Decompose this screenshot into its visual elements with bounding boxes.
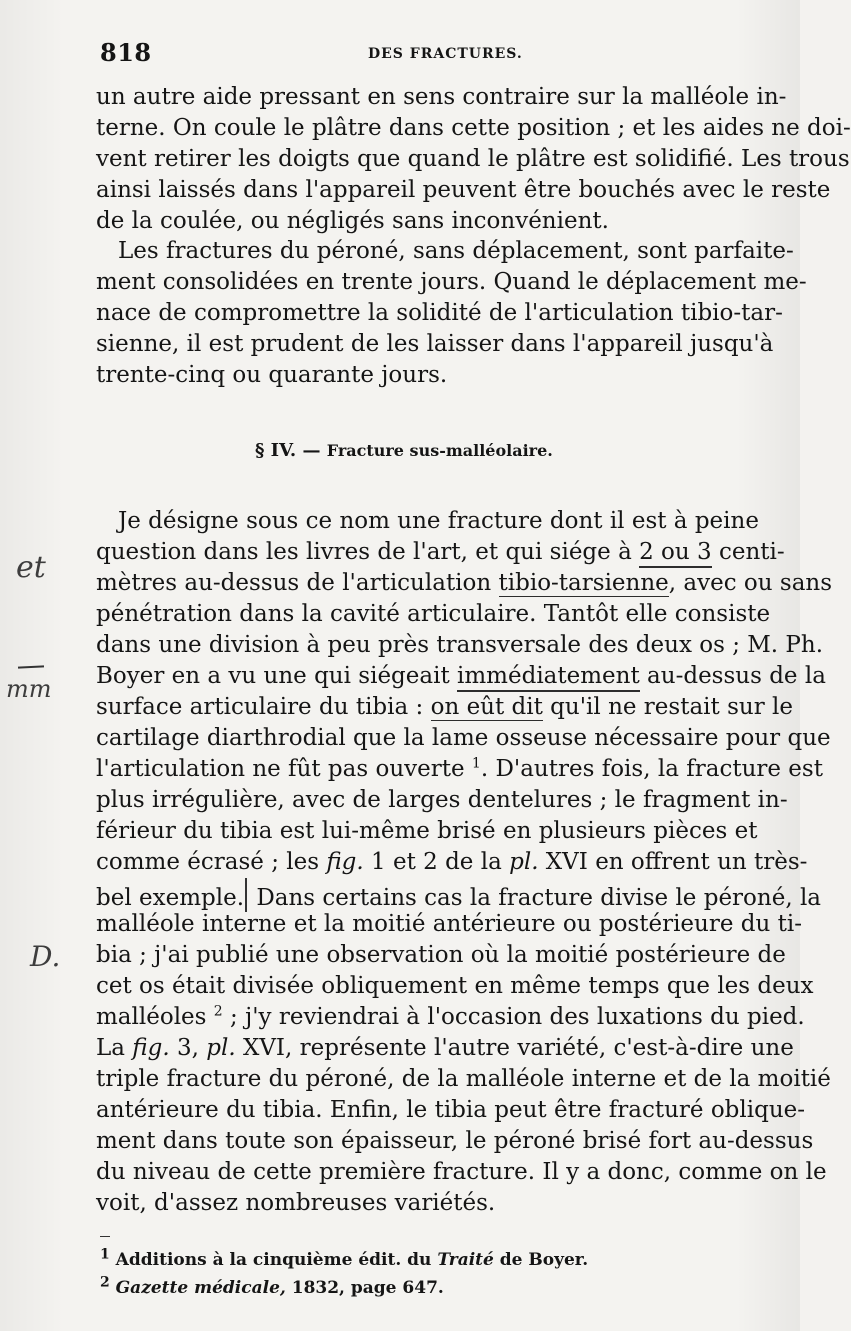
footnote-2 (100, 1274, 620, 1302)
text-line: cet os était divisée obliquement en même temps que les deux (96, 973, 814, 999)
italic-text: Gazette médicale, (109, 1278, 286, 1298)
footnote-separator (100, 1236, 110, 1237)
text-line: vent retirer les doigts que quand le plâtre est solidifié. Les trous (96, 146, 850, 172)
text-line (96, 568, 833, 599)
text-run: 1832, page 647. (285, 1278, 444, 1298)
running-head: DES FRACTURES. (368, 46, 523, 62)
text-run: au-dessus de la (639, 663, 826, 689)
text-run: question dans les livres de l'art, et qui siége à (96, 539, 640, 565)
text-run: malléoles (96, 1004, 214, 1030)
text-line (96, 537, 785, 568)
text-line (96, 1033, 794, 1064)
text-run: de Boyer. (493, 1250, 589, 1270)
section-dash: — (296, 440, 327, 461)
handwritten-mark (245, 878, 247, 912)
section-number: § IV. (255, 440, 297, 461)
text-line: plus irrégulière, avec de larges dentelures ; le fragment in- (96, 787, 788, 813)
footnote-ref: 2 (213, 1003, 223, 1020)
text-run: XVI, représente l'autre variété, c'est-à-dire une (235, 1035, 794, 1061)
text-line: ment consolidées en trente jours. Quand le déplacement me- (96, 269, 807, 295)
text-line: Je désigne sous ce nom une fracture dont il est à peine (118, 508, 759, 534)
text-run: bel exemple. (96, 885, 245, 911)
text-run: mètres au-dessus de l'articulation (96, 570, 499, 596)
text-run: centi- (711, 539, 785, 565)
margin-dash-mark (18, 665, 44, 668)
text-line: sienne, il est prudent de les laisser dans l'appareil jusqu'à (96, 331, 774, 357)
text-run: 1 et 2 de la (363, 849, 510, 875)
paragraph-perone (96, 236, 807, 391)
section-title-text: Fracture sus-malléolaire. (326, 441, 553, 460)
paragraph-fracture (96, 506, 833, 1219)
page-number: 818 (100, 38, 152, 67)
page-header (100, 38, 760, 68)
footnote-number: 2 (100, 1274, 110, 1291)
text-line: terne. On coule le plâtre dans cette position ; et les aides ne doi- (96, 115, 851, 141)
underlined-text: 2 ou 3 (639, 539, 712, 568)
text-line: bia ; j'ai publié une observation où la moitié postérieure de (96, 942, 786, 968)
text-line: nace de compromettre la solidité de l'articulation tibio-tar- (96, 300, 783, 326)
footnote-ref: 1 (471, 755, 481, 772)
italic-text: pl. (509, 849, 539, 875)
text-line (96, 1002, 805, 1033)
text-line: antérieure du tibia. Enfin, le tibia peut être fracturé oblique- (96, 1097, 806, 1123)
footnotes (100, 1246, 620, 1302)
italic-text: pl. (206, 1035, 236, 1061)
text-line: du niveau de cette première fracture. Il y a donc, comme on le (96, 1159, 827, 1185)
text-line (96, 878, 822, 911)
text-line (96, 754, 823, 785)
text-run: ; j'y reviendrai à l'occasion des luxations du pied. (222, 1004, 805, 1030)
footnote-number: 1 (100, 1246, 110, 1263)
text-run: . D'autres fois, la fracture est (480, 756, 823, 782)
text-run: surface articulaire du tibia : (96, 694, 431, 720)
text-line: malléole interne et la moitié antérieure ou postérieure du ti- (96, 911, 802, 937)
underlined-text: tibio-tarsienne (498, 570, 669, 596)
text-line: triple fracture du péroné, de la malléole interne et de la moitié (96, 1066, 831, 1092)
text-line (96, 847, 808, 878)
text-line: un autre aide pressant en sens contraire sur la malléole in- (96, 84, 787, 110)
text-line: de la coulée, ou négligés sans inconvénient. (96, 208, 609, 234)
paragraph-continued (96, 82, 851, 237)
underlined-text: immédiatement (457, 663, 640, 692)
text-line: ainsi laissés dans l'appareil peuvent être bouchés avec le reste (96, 177, 831, 203)
text-run: qu'il ne restait sur le (542, 694, 793, 720)
text-run: comme écrasé ; les (96, 849, 327, 875)
text-run: La (96, 1035, 133, 1061)
text-line: voit, d'assez nombreuses variétés. (96, 1190, 496, 1216)
text-line: ment dans toute son épaisseur, le péroné brisé fort au-dessus (96, 1128, 814, 1154)
italic-text: Traité (437, 1250, 494, 1270)
text-line: dans une division à peu près transversale des deux os ; M. Ph. (96, 632, 824, 658)
text-run: Additions à la cinquième édit. du (109, 1250, 438, 1270)
text-run: Dans certains cas la fracture divise le péroné, la (249, 885, 822, 911)
text-line: férieur du tibia est lui-même brisé en plusieurs pièces et (96, 818, 758, 844)
text-run: Boyer en a vu une qui siégeait (96, 663, 458, 689)
margin-annotation: D. (30, 940, 61, 973)
margin-annotation: et (16, 550, 46, 585)
text-run: l'articulation ne fût pas ouverte (96, 756, 472, 782)
text-run: XVI en offrent un très- (538, 849, 808, 875)
text-line: Les fractures du péroné, sans déplacement, sont parfaite- (118, 238, 794, 264)
text-run: 3, (169, 1035, 207, 1061)
text-line: trente-cinq ou quarante jours. (96, 362, 448, 388)
text-line: pénétration dans la cavité articulaire. Tantôt elle consiste (96, 601, 771, 627)
footnote-1 (100, 1246, 620, 1274)
margin-annotation: mm (6, 675, 52, 703)
text-run: , avec ou sans (668, 570, 833, 596)
section-heading (255, 440, 615, 461)
text-line (96, 692, 793, 723)
italic-text: fig. (326, 849, 364, 875)
underlined-text: on eût dit (430, 694, 543, 720)
text-line: cartilage diarthrodial que la lame osseuse nécessaire pour que (96, 725, 831, 751)
italic-text: fig. (132, 1035, 170, 1061)
text-line (96, 661, 826, 692)
